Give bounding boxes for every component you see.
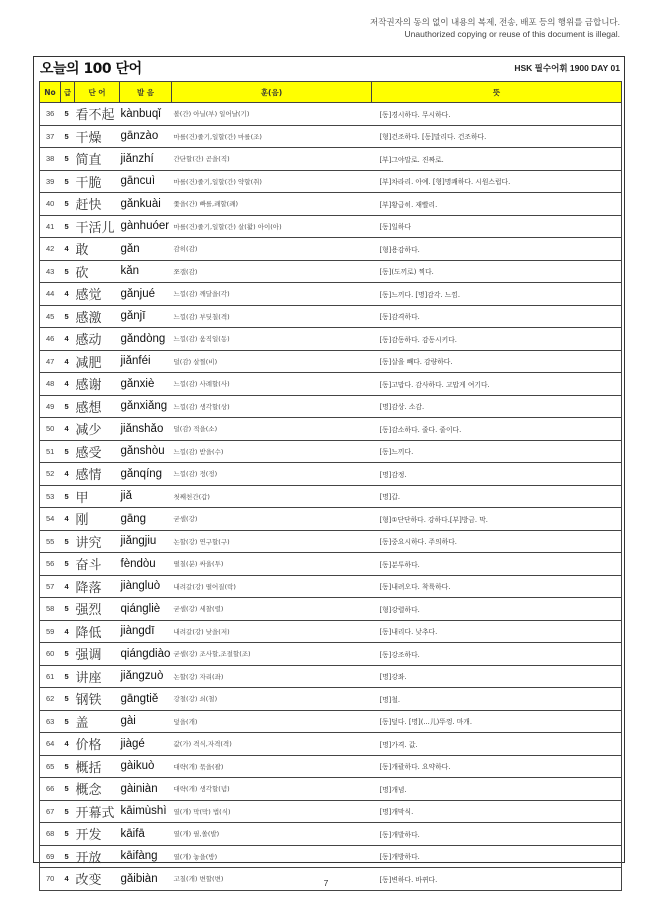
cell-word: 开放 [75, 845, 120, 868]
cell-level: 4 [61, 418, 75, 441]
cell-meaning: [동]강조하다. [372, 643, 622, 666]
cell-meaning: [명]갑. [372, 485, 622, 508]
cell-level: 5 [61, 395, 75, 418]
cell-level: 5 [61, 125, 75, 148]
cell-meaning: [동]내려오다. 착륙하다. [372, 575, 622, 598]
cell-meaning: [동]덮다. [명](...儿)뚜껑. 마개. [372, 710, 622, 733]
cell-pinyin: jiǎnzhí [120, 148, 172, 171]
table-row [40, 800, 622, 823]
cell-word: 赶快 [75, 193, 120, 216]
cell-level: 5 [61, 710, 75, 733]
cell-word: 砍 [75, 260, 120, 283]
cell-hun-eum: 느낄(감) 움직일(동) [172, 328, 372, 351]
cell-pinyin: gǎnxiǎng [120, 395, 172, 418]
cell-pinyin: gānzào [120, 125, 172, 148]
cell-pinyin: gǎnqíng [120, 463, 172, 486]
cell-meaning: [부]그야말로. 진짜로. [372, 148, 622, 171]
cell-no: 54 [40, 508, 61, 531]
cell-no: 55 [40, 530, 61, 553]
table-row [40, 620, 622, 643]
cell-no: 59 [40, 620, 61, 643]
cell-no: 60 [40, 643, 61, 666]
table-row [40, 553, 622, 576]
cell-no: 68 [40, 823, 61, 846]
cell-no: 62 [40, 688, 61, 711]
cell-pinyin: kāifā [120, 823, 172, 846]
cell-level: 4 [61, 733, 75, 756]
cell-no: 44 [40, 283, 61, 306]
table-row [40, 170, 622, 193]
cell-meaning: [동]중요시하다. 주의하다. [372, 530, 622, 553]
cell-level: 4 [61, 350, 75, 373]
table-row [40, 125, 622, 148]
cell-word: 开幕式 [75, 800, 120, 823]
cell-hun-eum: 덜(감) 살찔(비) [172, 350, 372, 373]
cell-word: 感受 [75, 440, 120, 463]
cell-hun-eum: 쫓을(간) 빠를,쾌할(쾌) [172, 193, 372, 216]
cell-word: 盖 [75, 710, 120, 733]
cell-meaning: [동]개괄하다. 요약하다. [372, 755, 622, 778]
cell-level: 5 [61, 440, 75, 463]
cell-level: 4 [61, 508, 75, 531]
cell-meaning: [형]건조하다. [동]말리다. 건조하다. [372, 125, 622, 148]
cell-level: 5 [61, 215, 75, 238]
cell-meaning: [동]느끼다. [명]감각. 느낌. [372, 283, 622, 306]
cell-pinyin: jiàgé [120, 733, 172, 756]
cell-meaning: [명]감상. 소감. [372, 395, 622, 418]
cell-pinyin: gǎn [120, 238, 172, 261]
cell-pinyin: kǎn [120, 260, 172, 283]
cell-word: 减少 [75, 418, 120, 441]
cell-meaning: [동]느끼다. [372, 440, 622, 463]
cell-word: 感激 [75, 305, 120, 328]
cell-hun-eum: 볼(간) 아닐(부) 일어날(기) [172, 103, 372, 126]
cell-hun-eum: 내려갈(강) 낮을(저) [172, 620, 372, 643]
cell-level: 5 [61, 643, 75, 666]
cell-no: 39 [40, 170, 61, 193]
cell-word: 降落 [75, 575, 120, 598]
table-row [40, 845, 622, 868]
cell-level: 4 [61, 328, 75, 351]
cell-word: 感谢 [75, 373, 120, 396]
cell-no: 45 [40, 305, 61, 328]
cell-word: 讲座 [75, 665, 120, 688]
cell-hun-eum: 내려갈(강) 떨어질(락) [172, 575, 372, 598]
cell-hun-eum: 느낄(감) 깨달을(각) [172, 283, 372, 306]
cell-hun-eum: 굳셀(강) [172, 508, 372, 531]
cell-pinyin: kāifàng [120, 845, 172, 868]
table-row [40, 688, 622, 711]
cell-meaning: [동](도끼로) 찍다. [372, 260, 622, 283]
table-row [40, 643, 622, 666]
cell-word: 强调 [75, 643, 120, 666]
cell-meaning: [동]개발하다. [372, 823, 622, 846]
cell-meaning: [명]철. [372, 688, 622, 711]
cell-meaning: [부]차라리. 아예. [형]명쾌하다. 시원스럽다. [372, 170, 622, 193]
table-row [40, 733, 622, 756]
copyright-notice-korean: 저작권자의 동의 없이 내용의 복제, 전송, 배포 등의 행위를 금합니다. [369, 17, 620, 27]
table-row [40, 778, 622, 801]
cell-pinyin: jiǎngzuò [120, 665, 172, 688]
cell-level: 5 [61, 148, 75, 171]
cell-no: 67 [40, 800, 61, 823]
cell-pinyin: fèndòu [120, 553, 172, 576]
cell-word: 干脆 [75, 170, 120, 193]
table-row [40, 350, 622, 373]
table-row [40, 440, 622, 463]
cell-level: 5 [61, 778, 75, 801]
cell-hun-eum: 떨칠(분) 싸울(투) [172, 553, 372, 576]
cell-no: 36 [40, 103, 61, 126]
cell-hun-eum: 대략(개) 묶을(괄) [172, 755, 372, 778]
table-row [40, 373, 622, 396]
table-row [40, 463, 622, 486]
cell-no: 38 [40, 148, 61, 171]
cell-no: 37 [40, 125, 61, 148]
cell-pinyin: gǎndòng [120, 328, 172, 351]
cell-word: 感动 [75, 328, 120, 351]
cell-no: 58 [40, 598, 61, 621]
cell-level: 5 [61, 598, 75, 621]
cell-level: 4 [61, 463, 75, 486]
cell-meaning: [부]황급히. 재빨리. [372, 193, 622, 216]
cell-no: 43 [40, 260, 61, 283]
cell-meaning: [동]일하다 [372, 215, 622, 238]
cell-pinyin: gǎnxiè [120, 373, 172, 396]
cell-no: 49 [40, 395, 61, 418]
page-subtitle: HSK 필수어휘 1900 DAY 01 [514, 63, 620, 73]
cell-pinyin: gāngtiě [120, 688, 172, 711]
table-row [40, 260, 622, 283]
cell-level: 4 [61, 283, 75, 306]
cell-level: 5 [61, 530, 75, 553]
cell-word: 开发 [75, 823, 120, 846]
cell-hun-eum: 마를(건)줄기,일할(간) 약할(취) [172, 170, 372, 193]
cell-hun-eum: 열(개) 막(막) 법(식) [172, 800, 372, 823]
cell-no: 50 [40, 418, 61, 441]
cell-pinyin: jiǎnshǎo [120, 418, 172, 441]
cell-no: 53 [40, 485, 61, 508]
cell-level: 4 [61, 238, 75, 261]
cell-word: 敢 [75, 238, 120, 261]
cell-word: 干活儿 [75, 215, 120, 238]
table-row [40, 598, 622, 621]
column-header-meaning: 뜻 [372, 82, 622, 103]
cell-meaning: [동]개방하다. [372, 845, 622, 868]
cell-hun-eum: 느낄(감) 부딪칠(격) [172, 305, 372, 328]
cell-pinyin: kāimùshì [120, 800, 172, 823]
table-row [40, 103, 622, 126]
column-header-hun-eum: 훈(음) [172, 82, 372, 103]
cell-level: 5 [61, 305, 75, 328]
cell-no: 42 [40, 238, 61, 261]
cell-pinyin: gǎnkuài [120, 193, 172, 216]
cell-level: 5 [61, 800, 75, 823]
cell-no: 48 [40, 373, 61, 396]
cell-no: 65 [40, 755, 61, 778]
cell-hun-eum: 굳셀(강) 조사할,조절할(조) [172, 643, 372, 666]
cell-no: 61 [40, 665, 61, 688]
cell-no: 69 [40, 845, 61, 868]
table-body [40, 103, 622, 891]
cell-hun-eum: 느낄(감) 정(정) [172, 463, 372, 486]
cell-pinyin: gǎnjī [120, 305, 172, 328]
page-number: 7 [323, 878, 329, 888]
table-header-row [40, 82, 622, 103]
copyright-notice-english: Unauthorized copying or reuse of this document is illegal. [404, 29, 620, 39]
cell-no: 70 [40, 868, 61, 891]
cell-level: 5 [61, 485, 75, 508]
table-row [40, 238, 622, 261]
cell-word: 甲 [75, 485, 120, 508]
table-row [40, 530, 622, 553]
cell-level: 5 [61, 553, 75, 576]
table-row [40, 148, 622, 171]
cell-meaning: [형]강렬하다. [372, 598, 622, 621]
cell-meaning: [명]감정. [372, 463, 622, 486]
cell-level: 5 [61, 103, 75, 126]
cell-hun-eum: 간단할(간) 곧을(직) [172, 148, 372, 171]
cell-pinyin: gàikuò [120, 755, 172, 778]
cell-hun-eum: 감히(감) [172, 238, 372, 261]
cell-level: 5 [61, 193, 75, 216]
table-row [40, 710, 622, 733]
table-row [40, 328, 622, 351]
cell-word: 概括 [75, 755, 120, 778]
cell-level: 4 [61, 373, 75, 396]
cell-level: 5 [61, 665, 75, 688]
cell-level: 5 [61, 755, 75, 778]
cell-level: 5 [61, 688, 75, 711]
cell-pinyin: gǎnjué [120, 283, 172, 306]
cell-hun-eum: 강철(강) 쇠(철) [172, 688, 372, 711]
column-header-word: 단 어 [75, 82, 120, 103]
cell-hun-eum: 대략(개) 생각할(념) [172, 778, 372, 801]
cell-no: 52 [40, 463, 61, 486]
cell-hun-eum: 고칠(개) 변할(변) [172, 868, 372, 891]
cell-hun-eum: 느낄(감) 생각할(상) [172, 395, 372, 418]
table-row [40, 755, 622, 778]
cell-pinyin: gài [120, 710, 172, 733]
table-row [40, 508, 622, 531]
cell-meaning: [명]개막식. [372, 800, 622, 823]
cell-no: 57 [40, 575, 61, 598]
cell-word: 感情 [75, 463, 120, 486]
cell-no: 47 [40, 350, 61, 373]
cell-meaning: [명]개념. [372, 778, 622, 801]
cell-no: 63 [40, 710, 61, 733]
cell-hun-eum: 열(개) 놓을(방) [172, 845, 372, 868]
title-bar [34, 57, 624, 79]
vocabulary-table [39, 81, 622, 891]
cell-meaning: [동]분투하다. [372, 553, 622, 576]
page-title: 오늘의 100 단어 [40, 61, 142, 77]
cell-pinyin: qiángdiào [120, 643, 172, 666]
cell-hun-eum: 덜(감) 적을(소) [172, 418, 372, 441]
cell-hun-eum: 굳셀(강) 세찰(렬) [172, 598, 372, 621]
cell-meaning: [동]변하다. 바뀌다. [372, 868, 622, 891]
cell-level: 5 [61, 170, 75, 193]
cell-word: 感想 [75, 395, 120, 418]
cell-pinyin: gǎibiàn [120, 868, 172, 891]
table-row [40, 823, 622, 846]
cell-meaning: [동]살을 빼다. 감량하다. [372, 350, 622, 373]
cell-level: 4 [61, 575, 75, 598]
cell-pinyin: gàiniàn [120, 778, 172, 801]
cell-pinyin: gǎnshòu [120, 440, 172, 463]
cell-meaning: [동]감격하다. [372, 305, 622, 328]
cell-hun-eum: 논할(강) 연구할(구) [172, 530, 372, 553]
copyright-notice [370, 16, 620, 40]
cell-level: 4 [61, 620, 75, 643]
table-row [40, 575, 622, 598]
table-row [40, 283, 622, 306]
table-row [40, 305, 622, 328]
cell-word: 奋斗 [75, 553, 120, 576]
cell-hun-eum: 느낄(감) 사례할(사) [172, 373, 372, 396]
cell-pinyin: gànhuóer [120, 215, 172, 238]
cell-meaning: [동]내리다. 낮추다. [372, 620, 622, 643]
cell-hun-eum: 첫째천간(갑) [172, 485, 372, 508]
cell-word: 概念 [75, 778, 120, 801]
cell-pinyin: qiángliè [120, 598, 172, 621]
cell-no: 40 [40, 193, 61, 216]
cell-word: 钢铁 [75, 688, 120, 711]
vocabulary-sheet [33, 56, 625, 889]
cell-meaning: [동]감동하다. 감동시키다. [372, 328, 622, 351]
table-row [40, 215, 622, 238]
cell-pinyin: jiàngdī [120, 620, 172, 643]
cell-word: 看不起 [75, 103, 120, 126]
cell-word: 简直 [75, 148, 120, 171]
table-row [40, 395, 622, 418]
cell-meaning: [명]강좌. [372, 665, 622, 688]
column-header-level: 급 [61, 82, 75, 103]
cell-word: 强烈 [75, 598, 120, 621]
cell-pinyin: jiàngluò [120, 575, 172, 598]
cell-word: 减肥 [75, 350, 120, 373]
table-row [40, 485, 622, 508]
cell-no: 56 [40, 553, 61, 576]
cell-meaning: [동]경시하다. 무시하다. [372, 103, 622, 126]
cell-level: 5 [61, 260, 75, 283]
cell-pinyin: gāng [120, 508, 172, 531]
cell-hun-eum: 열(개) 필,쏠(발) [172, 823, 372, 846]
table-row [40, 193, 622, 216]
cell-meaning: [명]가격. 값. [372, 733, 622, 756]
cell-meaning: [동]감소하다. 줄다. 줄이다. [372, 418, 622, 441]
cell-no: 66 [40, 778, 61, 801]
cell-no: 41 [40, 215, 61, 238]
cell-word: 降低 [75, 620, 120, 643]
table-row [40, 418, 622, 441]
cell-meaning: [형]①단단하다. 강하다.[부]방금. 막. [372, 508, 622, 531]
cell-word: 改变 [75, 868, 120, 891]
cell-no: 51 [40, 440, 61, 463]
cell-meaning: [동]고맙다. 감사하다. 고맙게 여기다. [372, 373, 622, 396]
column-header-pinyin: 발 음 [120, 82, 172, 103]
cell-hun-eum: 느낄(감) 받을(수) [172, 440, 372, 463]
cell-word: 刚 [75, 508, 120, 531]
cell-meaning: [형]용감하다. [372, 238, 622, 261]
cell-hun-eum: 쪼갤(감) [172, 260, 372, 283]
cell-level: 4 [61, 868, 75, 891]
cell-hun-eum: 마를(건)줄기,일할(간) 살(활) 아이(아) [172, 215, 372, 238]
table-row [40, 665, 622, 688]
cell-pinyin: gāncuì [120, 170, 172, 193]
cell-word: 干燥 [75, 125, 120, 148]
cell-hun-eum: 마를(건)줄기,일할(간) 마를(조) [172, 125, 372, 148]
column-header-no: No [40, 82, 61, 103]
cell-hun-eum: 덮을(개) [172, 710, 372, 733]
cell-hun-eum: 값(가) 격식,자격(격) [172, 733, 372, 756]
cell-word: 感觉 [75, 283, 120, 306]
cell-level: 5 [61, 845, 75, 868]
cell-hun-eum: 논할(강) 자리(좌) [172, 665, 372, 688]
cell-pinyin: jiǎnféi [120, 350, 172, 373]
cell-no: 46 [40, 328, 61, 351]
cell-pinyin: kànbuqǐ [120, 103, 172, 126]
cell-pinyin: jiǎ [120, 485, 172, 508]
cell-pinyin: jiǎngjiu [120, 530, 172, 553]
cell-no: 64 [40, 733, 61, 756]
cell-level: 5 [61, 823, 75, 846]
cell-word: 价格 [75, 733, 120, 756]
cell-word: 讲究 [75, 530, 120, 553]
